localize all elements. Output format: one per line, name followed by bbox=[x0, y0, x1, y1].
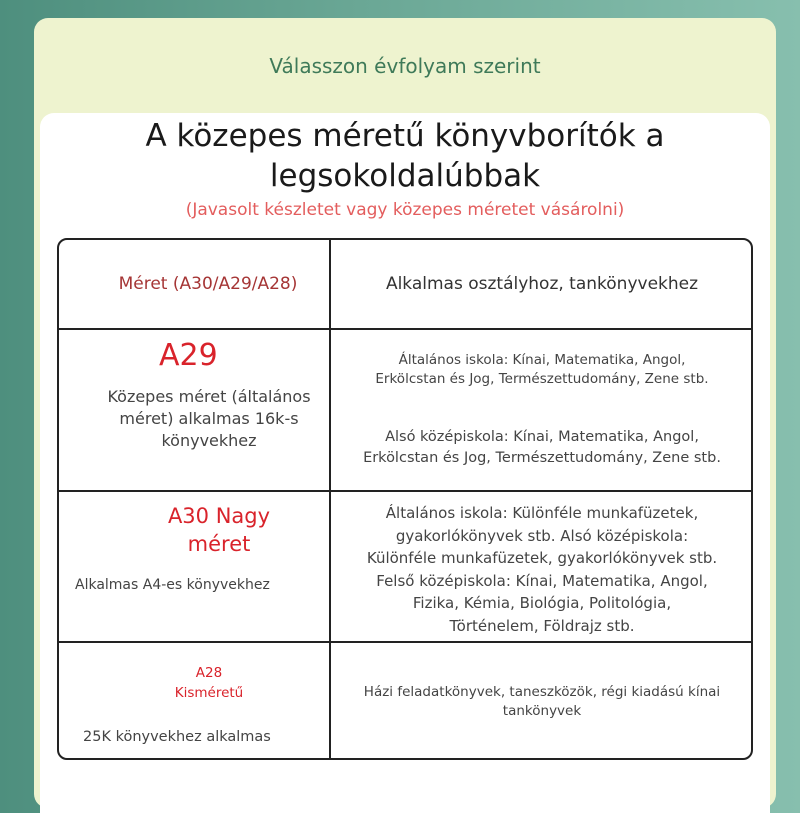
grade-selector-header[interactable]: Válasszon évfolyam szerint bbox=[269, 53, 541, 78]
suitable-a28 bbox=[331, 683, 753, 721]
suitable-line: Erkölcstan és Jog, Természettudomány, Zene stb. bbox=[363, 450, 721, 466]
suitable-line: Különféle munkafüzetek, gyakorlókönyvek stb. bbox=[366, 549, 718, 567]
suitable-a29-lower-secondary bbox=[331, 427, 753, 469]
size-desc-line: méret) alkalmas 16k-s bbox=[119, 409, 299, 428]
page-title-line-1: A közepes méretű könyvborítók a bbox=[145, 118, 665, 154]
size-name-a28 bbox=[119, 663, 299, 703]
size-name-line: A30 Nagy bbox=[167, 504, 271, 528]
size-desc-line: könyvekhez bbox=[161, 431, 257, 450]
page-title-line-2: legsokoldalúbbak bbox=[269, 158, 541, 194]
suitable-line: Felső középiskola: Kínai, Matematika, Angol, bbox=[376, 571, 708, 590]
suitable-line: Alsó középiskola: Kínai, Matematika, Angol, bbox=[385, 429, 699, 445]
table-row-divider bbox=[59, 328, 751, 330]
table-row-divider bbox=[59, 490, 751, 492]
suitable-line: Fizika, Kémia, Biológia, Politológia, bbox=[412, 594, 672, 612]
size-name-line: A28 bbox=[195, 665, 223, 681]
suitable-line: Házi feladatkönyvek, taneszközök, régi kiadású kínai bbox=[363, 684, 721, 700]
size-name-a30 bbox=[139, 502, 299, 558]
size-desc-a30: Alkalmas A4-es könyvekhez bbox=[75, 577, 270, 593]
size-sub-line: Kisméretű bbox=[174, 685, 244, 701]
suitable-a30 bbox=[331, 502, 753, 637]
suitable-line: gyakorlókönyvek stb. Alsó középiskola: bbox=[395, 526, 689, 545]
size-name-line: méret bbox=[187, 532, 251, 556]
size-table bbox=[57, 238, 753, 760]
size-desc-line: Közepes méret (általános bbox=[107, 387, 311, 406]
table-header-suitable: Alkalmas osztályhoz, tankönyvekhez bbox=[385, 274, 699, 294]
suitable-line: Általános iskola: Kínai, Matematika, Angol, bbox=[398, 352, 686, 368]
suitable-line: Erkölcstan és Jog, Természettudomány, Zene stb. bbox=[375, 371, 709, 387]
suitable-a29-primary bbox=[331, 351, 753, 389]
size-desc-a29 bbox=[89, 386, 329, 452]
size-name-a29: A29 bbox=[159, 338, 218, 373]
size-desc-a28: 25K könyvekhez alkalmas bbox=[83, 729, 271, 745]
suitable-line: tankönyvek bbox=[502, 703, 582, 719]
table-header-size: Méret (A30/A29/A28) bbox=[118, 274, 298, 294]
suitable-line: Történelem, Földrajz stb. bbox=[449, 616, 635, 635]
table-row-divider bbox=[59, 641, 751, 643]
suitable-line: Általános iskola: Különféle munkafüzetek, bbox=[385, 504, 699, 522]
page-title bbox=[40, 116, 770, 196]
page-subtitle: (Javasolt készletet vagy közepes méretet vásárolni) bbox=[185, 200, 625, 220]
